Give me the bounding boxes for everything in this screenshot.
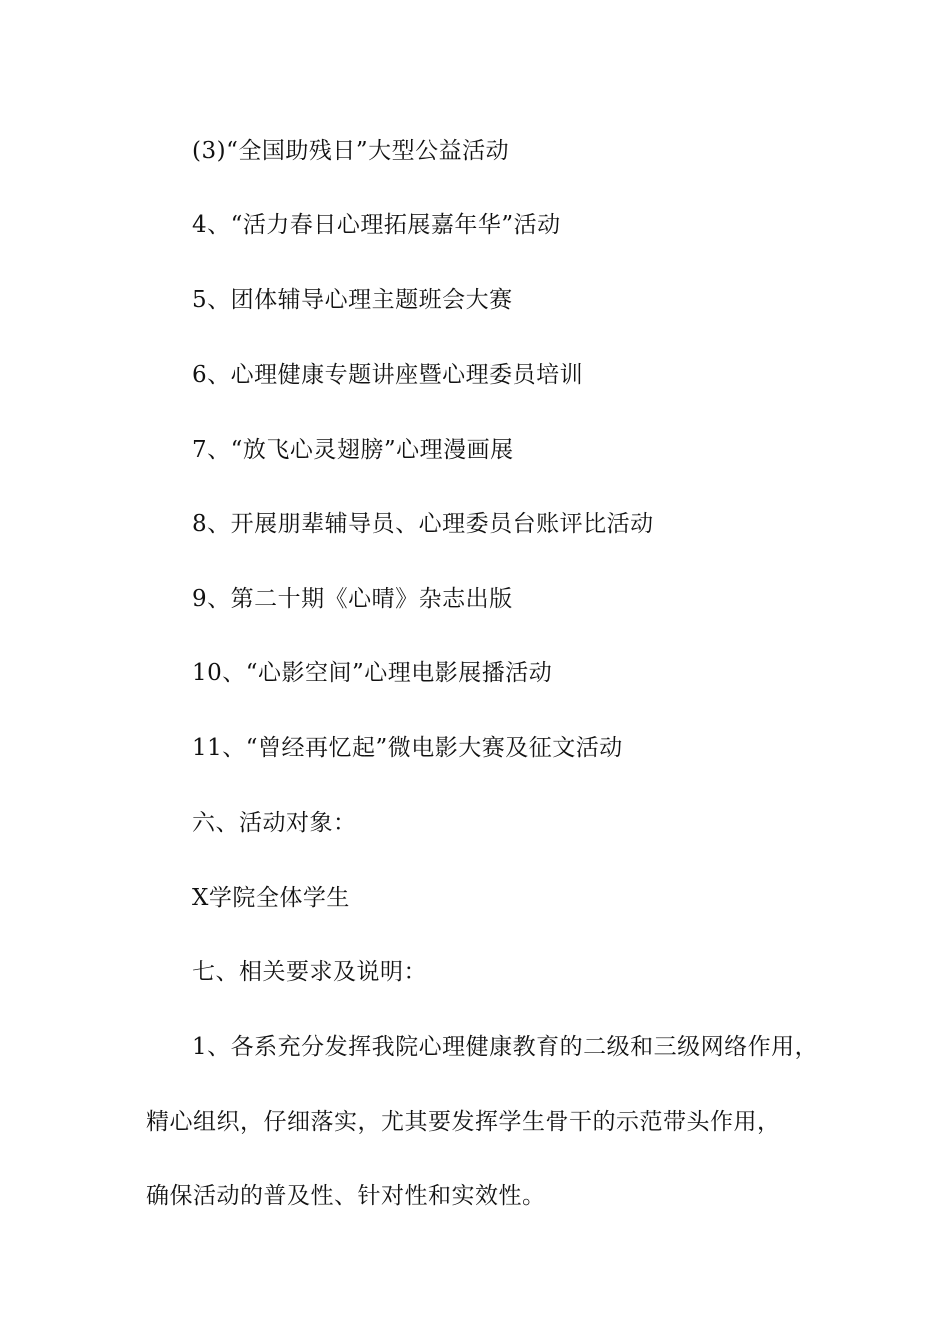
text-line-activity-11: 11、“曾经再忆起”微电影大赛及征文活动 — [192, 735, 623, 761]
text-line-activity-3: (3)“全国助残日”大型公益活动 — [192, 138, 510, 164]
paragraph-requirement-1-line-3: 确保活动的普及性、针对性和实效性。 — [146, 1183, 546, 1209]
paragraph-requirement-1-line-2: 精心组织，仔细落实，尤其要发挥学生骨干的示范带头作用， — [146, 1109, 781, 1135]
text-line-activity-6: 6、心理健康专题讲座暨心理委员培训 — [192, 362, 584, 388]
text-line-activity-7: 7、“放飞心灵翅膀”心理漫画展 — [192, 437, 514, 463]
text-line-activity-9: 9、第二十期《心晴》杂志出版 — [192, 586, 513, 612]
text-line-targets: X学院全体学生 — [192, 885, 350, 911]
text-line-activity-10: 10、“心影空间”心理电影展播活动 — [192, 660, 553, 686]
section-heading-requirements: 七、相关要求及说明： — [192, 959, 427, 985]
text-line-activity-5: 5、团体辅导心理主题班会大赛 — [192, 287, 513, 313]
text-line-activity-4: 4、“活力春日心理拓展嘉年华”活动 — [192, 212, 561, 238]
paragraph-requirement-1-line-1: 1、各系充分发挥我院心理健康教育的二级和三级网络作用， — [192, 1034, 819, 1060]
text-line-activity-8: 8、开展朋辈辅导员、心理委员台账评比活动 — [192, 511, 654, 537]
section-heading-targets: 六、活动对象： — [192, 810, 357, 836]
